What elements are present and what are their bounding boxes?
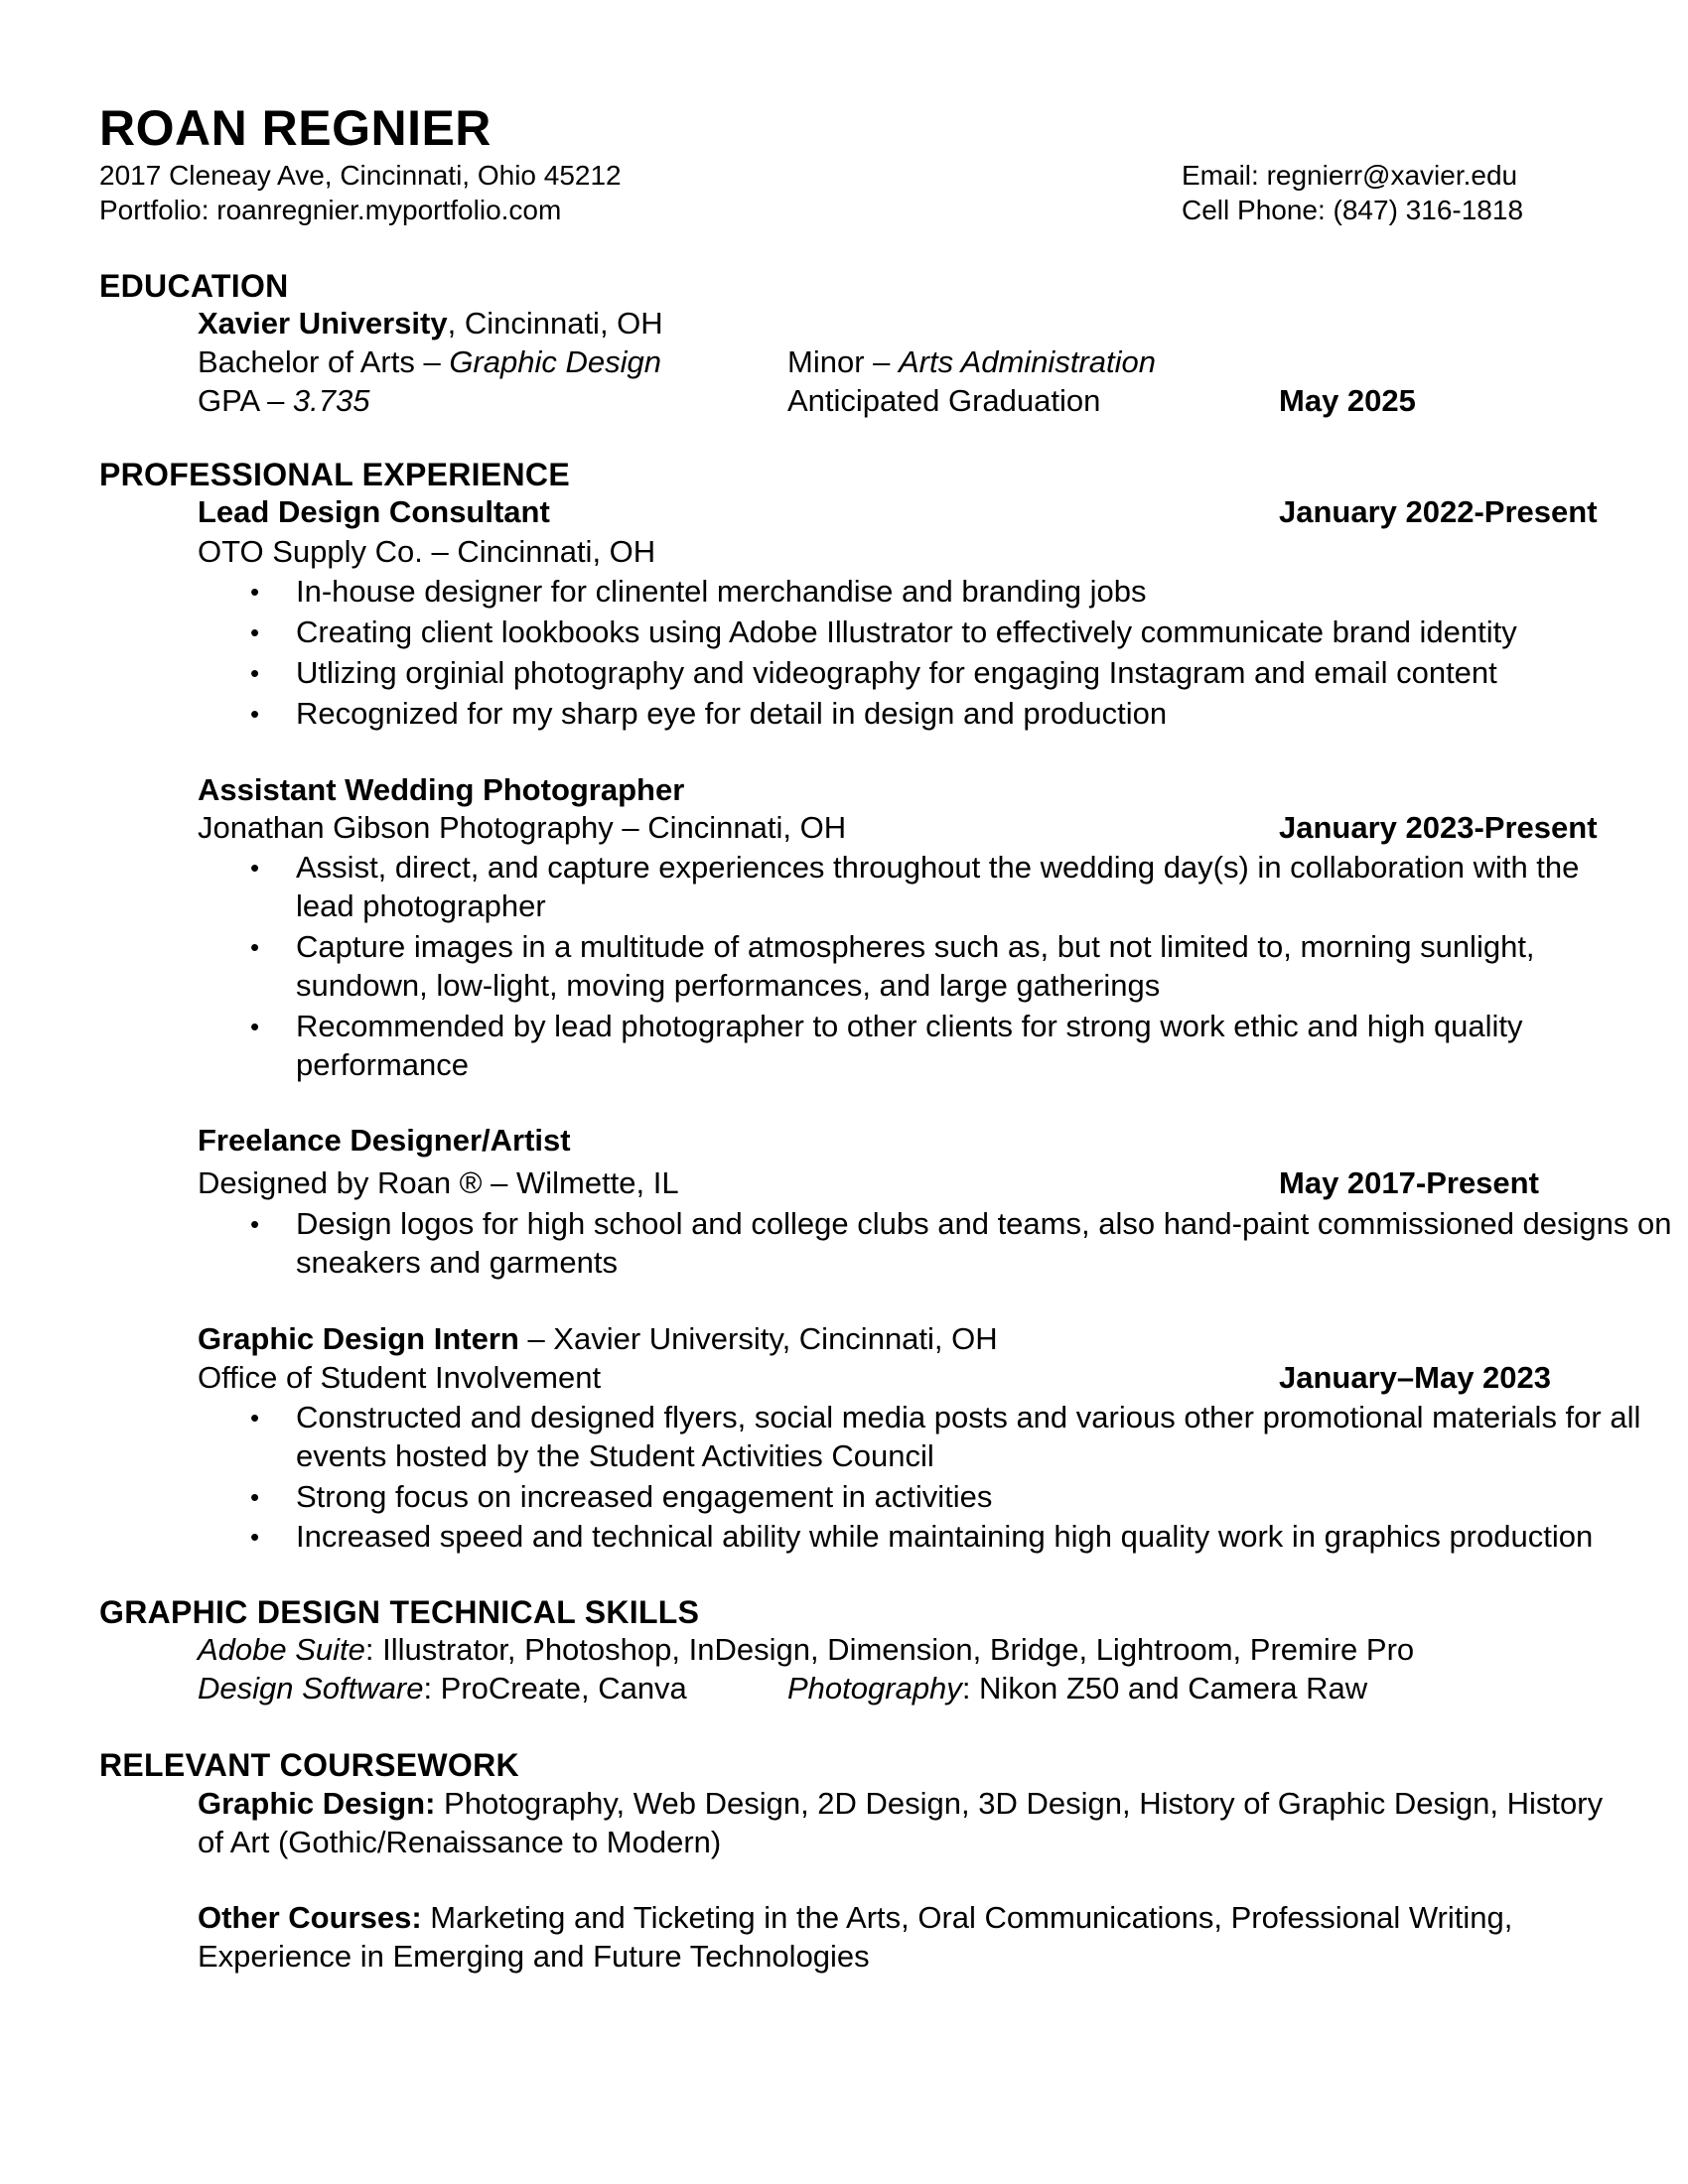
- school-location: , Cincinnati, OH: [447, 306, 663, 341]
- other-courses: Marketing and Ticketing in the Arts, Oral Communications, Professional Writing,: [421, 1900, 1513, 1935]
- job-bullet: In-house designer for clinentel merchandise and branding jobs: [296, 574, 1147, 609]
- other-courses-label: Other Courses:: [198, 1900, 422, 1935]
- experience-heading: PROFESSIONAL EXPERIENCE: [99, 457, 570, 492]
- job-date: January 2023-Present: [1279, 810, 1598, 845]
- gpa-prefix: GPA –: [198, 383, 293, 418]
- address: 2017 Cleneay Ave, Cincinnati, Ohio 45212: [99, 160, 622, 191]
- other-courses-line: [198, 1902, 1512, 1933]
- minor-value: Arts Administration: [898, 344, 1156, 379]
- photography-label: Photography: [787, 1671, 962, 1706]
- graphic-design-courses: Photography, Web Design, 2D Design, 3D Design, History of Graphic Design, History: [435, 1786, 1604, 1821]
- bullet-marker: •: [250, 853, 260, 883]
- job-bullet: Recognized for my sharp eye for detail in design and production: [296, 696, 1168, 731]
- job-bullet: Utlizing orginial photography and videography for engaging Instagram and email content: [296, 655, 1497, 690]
- job-title: Lead Design Consultant: [198, 494, 550, 529]
- job-bullet: Capture images in a multitude of atmospheres such as, but not limited to, morning sunlight,: [296, 929, 1535, 964]
- minor-prefix: Minor –: [787, 344, 899, 379]
- bullet-marker: •: [250, 932, 260, 962]
- candidate-name: ROAN REGNIER: [99, 100, 492, 156]
- job-org: Office of Student Involvement: [198, 1360, 602, 1395]
- bullet-marker: •: [250, 617, 260, 647]
- bullet-marker: •: [250, 577, 260, 607]
- design-software-value: : ProCreate, Canva: [423, 1671, 687, 1706]
- graduation-date: May 2025: [1279, 383, 1416, 418]
- bullet-marker: •: [250, 1403, 260, 1433]
- design-software-label: Design Software: [198, 1671, 424, 1706]
- job-org: OTO Supply Co. – Cincinnati, OH: [198, 534, 656, 569]
- degree-line: [198, 346, 661, 377]
- job-bullet-continuation: sneakers and garments: [296, 1245, 618, 1280]
- job-bullet: Recommended by lead photographer to other clients for strong work ethic and high quality: [296, 1009, 1523, 1043]
- job-bullet: Creating client lookbooks using Adobe Illustrator to effectively communicate brand identity: [296, 614, 1517, 649]
- photography-value: : Nikon Z50 and Camera Raw: [961, 1671, 1368, 1706]
- job-bullet: Constructed and designed flyers, social media posts and various other promotional materials for all: [296, 1400, 1641, 1434]
- job-title-suffix: – Xavier University, Cincinnati, OH: [518, 1321, 998, 1356]
- minor-line: [787, 346, 1156, 377]
- job-bullet: Strong focus on increased engagement in activities: [296, 1479, 993, 1514]
- job-org: Jonathan Gibson Photography – Cincinnati, OH: [198, 810, 847, 845]
- photography-line: [787, 1673, 1367, 1704]
- adobe-suite-line: [198, 1634, 1414, 1665]
- coursework-heading: RELEVANT COURSEWORK: [99, 1747, 519, 1783]
- job-bullet: Increased speed and technical ability while maintaining high quality work in graphics production: [296, 1519, 1594, 1554]
- job-bullet-continuation: performance: [296, 1047, 470, 1082]
- school-name: Xavier University: [198, 306, 448, 341]
- job-title-line: [198, 1323, 998, 1354]
- graphic-design-courses-line: [198, 1788, 1603, 1819]
- job-date: January 2022-Present: [1279, 494, 1598, 529]
- gpa-value: 3.735: [292, 383, 370, 418]
- adobe-suite-value: : Illustrator, Photoshop, InDesign, Dimension, Bridge, Lightroom, Premire Pro: [364, 1632, 1415, 1667]
- portfolio: Portfolio: roanregnier.myportfolio.com: [99, 195, 562, 225]
- bullet-marker: •: [250, 1209, 260, 1239]
- education-school-line: [198, 308, 663, 339]
- job-title: Assistant Wedding Photographer: [198, 772, 685, 807]
- job-date: May 2017-Present: [1279, 1165, 1539, 1200]
- adobe-suite-label: Adobe Suite: [198, 1632, 365, 1667]
- job-bullet-continuation: lead photographer: [296, 888, 546, 923]
- cell-phone: Cell Phone: (847) 316-1818: [1182, 195, 1524, 225]
- bullet-marker: •: [250, 699, 260, 729]
- job-date: January–May 2023: [1279, 1360, 1552, 1395]
- job-title: Graphic Design Intern: [198, 1321, 519, 1356]
- graphic-design-courses-label: Graphic Design:: [198, 1786, 436, 1821]
- bullet-marker: •: [250, 1522, 260, 1552]
- bullet-marker: •: [250, 1012, 260, 1041]
- bullet-marker: •: [250, 1482, 260, 1512]
- education-heading: EDUCATION: [99, 268, 289, 304]
- other-courses-continuation: Experience in Emerging and Future Technologies: [198, 1939, 870, 1974]
- job-bullet: Design logos for high school and college clubs and teams, also hand-paint commissioned designs on: [296, 1206, 1672, 1241]
- job-org: Designed by Roan ® – Wilmette, IL: [198, 1165, 679, 1200]
- job-title: Freelance Designer/Artist: [198, 1123, 571, 1158]
- degree-major: Graphic Design: [449, 344, 661, 379]
- email: Email: regnierr@xavier.edu: [1182, 160, 1518, 191]
- job-bullet: Assist, direct, and capture experiences throughout the wedding day(s) in collaboration with the: [296, 850, 1580, 885]
- design-software-line: [198, 1673, 687, 1704]
- skills-heading: GRAPHIC DESIGN TECHNICAL SKILLS: [99, 1594, 700, 1630]
- job-bullet-continuation: sundown, low-light, moving performances, and large gatherings: [296, 968, 1161, 1003]
- bullet-marker: •: [250, 658, 260, 688]
- graduation-label: Anticipated Graduation: [787, 383, 1101, 418]
- degree-prefix: Bachelor of Arts –: [198, 344, 450, 379]
- job-bullet-continuation: events hosted by the Student Activities Council: [296, 1438, 934, 1473]
- graphic-design-courses-continuation: of Art (Gothic/Renaissance to Modern): [198, 1825, 722, 1859]
- gpa-line: [198, 385, 370, 416]
